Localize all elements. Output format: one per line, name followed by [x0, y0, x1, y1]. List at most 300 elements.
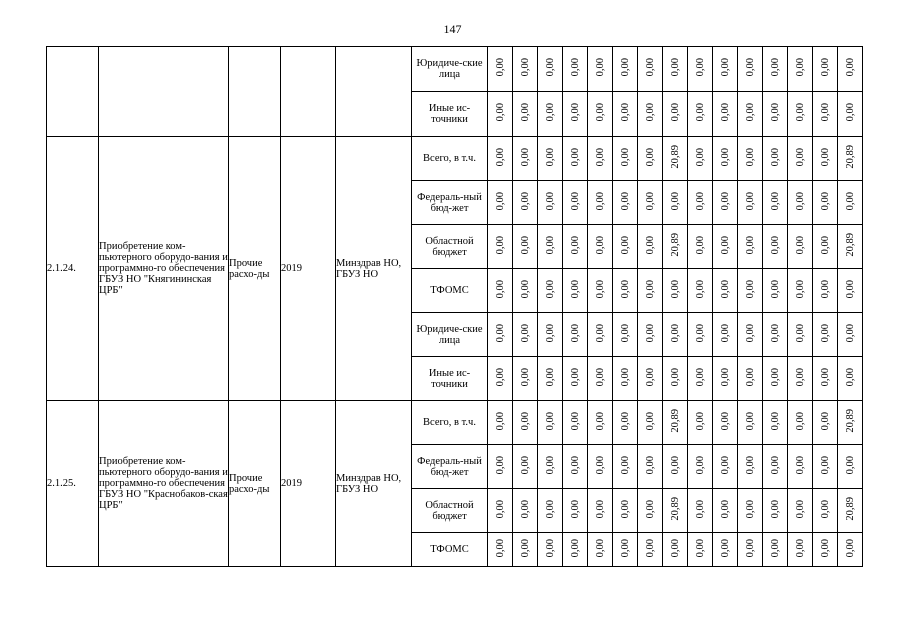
value-cell [563, 533, 588, 567]
value-cell [763, 313, 788, 357]
value-text: 0,00 [619, 103, 631, 122]
value-cell [738, 137, 763, 181]
value-cell [788, 401, 813, 445]
value-text: 0,00 [619, 279, 631, 299]
value-cell [538, 313, 563, 357]
value-text: 0,00 [494, 455, 506, 475]
value-text: 0,00 [644, 411, 656, 431]
value-cell [588, 92, 613, 137]
value-text: 0,00 [819, 455, 831, 475]
value-text: 0,00 [619, 411, 631, 431]
item-name-cell [99, 47, 229, 137]
value-text: 0,00 [569, 191, 581, 211]
value-text: 0,00 [669, 367, 681, 387]
value-text: 0,00 [544, 279, 556, 299]
value-cell [613, 533, 638, 567]
value-text: 0,00 [694, 235, 706, 255]
value-text: 0,00 [619, 58, 631, 77]
value-text: 0,00 [794, 538, 806, 558]
value-cell [563, 137, 588, 181]
value-cell [638, 489, 663, 533]
value-cell [663, 533, 688, 567]
value-cell [588, 47, 613, 92]
value-text: 0,00 [744, 367, 756, 387]
value-text: 0,00 [494, 235, 506, 255]
value-text: 0,00 [819, 367, 831, 387]
value-cell [613, 47, 638, 92]
value-cell [713, 225, 738, 269]
value-text: 0,00 [819, 147, 831, 167]
funding-source-cell: Всего, в т.ч. [412, 137, 488, 181]
value-cell [763, 92, 788, 137]
value-cell [838, 533, 863, 567]
value-text: 0,00 [519, 367, 531, 387]
value-cell [563, 269, 588, 313]
value-text: 0,00 [594, 147, 606, 167]
value-text: 0,00 [644, 235, 656, 255]
year-cell: 2019 [281, 401, 336, 567]
value-cell [588, 225, 613, 269]
value-text: 0,00 [819, 191, 831, 211]
item-number-cell: 2.1.25. [47, 401, 99, 567]
value-text: 0,00 [719, 235, 731, 255]
value-text: 0,00 [619, 323, 631, 343]
value-cell [538, 92, 563, 137]
value-cell [513, 269, 538, 313]
value-text: 0,00 [569, 147, 581, 167]
value-cell [563, 445, 588, 489]
value-cell [713, 137, 738, 181]
value-cell [488, 47, 513, 92]
value-text: 0,00 [744, 499, 756, 519]
value-text: 0,00 [494, 499, 506, 519]
item-name-cell: Приобретение ком-пьютерного оборудо-вания и программно-го обеспечения ГБУЗ НО "Краснобаков-ская ЦРБ" [99, 401, 229, 567]
value-text: 0,00 [769, 411, 781, 431]
value-cell [513, 401, 538, 445]
value-cell [663, 181, 688, 225]
value-cell [738, 269, 763, 313]
value-text: 0,00 [719, 191, 731, 211]
value-text: 0,00 [819, 279, 831, 299]
value-cell [763, 225, 788, 269]
item-number-cell: 2.1.24. [47, 137, 99, 401]
value-cell [513, 92, 538, 137]
executor-cell [336, 47, 412, 137]
value-cell [688, 137, 713, 181]
value-text: 0,00 [694, 538, 706, 558]
value-cell [613, 269, 638, 313]
value-cell [663, 225, 688, 269]
value-cell [513, 357, 538, 401]
value-text: 0,00 [669, 323, 681, 343]
value-cell [763, 357, 788, 401]
value-cell [763, 533, 788, 567]
value-cell [763, 269, 788, 313]
item-number-cell [47, 47, 99, 137]
value-text: 0,00 [594, 538, 606, 558]
value-cell [638, 269, 663, 313]
value-text: 0,00 [744, 58, 756, 77]
funding-source-cell: Федераль-ный бюд-жет [412, 445, 488, 489]
value-cell [688, 489, 713, 533]
value-cell [513, 533, 538, 567]
funding-source-cell: Всего, в т.ч. [412, 401, 488, 445]
value-text: 0,00 [519, 323, 531, 343]
value-text: 0,00 [719, 103, 731, 122]
value-cell [738, 313, 763, 357]
value-text: 0,00 [744, 147, 756, 167]
value-text: 0,00 [544, 455, 556, 475]
value-text: 0,00 [719, 499, 731, 519]
value-cell [813, 47, 838, 92]
value-cell [488, 445, 513, 489]
value-cell [838, 445, 863, 489]
value-text: 0,00 [644, 103, 656, 122]
value-cell [738, 533, 763, 567]
value-cell [788, 533, 813, 567]
value-cell [813, 137, 838, 181]
value-cell [563, 313, 588, 357]
value-cell [513, 489, 538, 533]
value-text: 0,00 [544, 499, 556, 519]
value-cell [613, 445, 638, 489]
value-cell [813, 533, 838, 567]
value-text: 0,00 [794, 147, 806, 167]
value-text: 0,00 [644, 367, 656, 387]
value-text: 0,00 [494, 411, 506, 431]
value-text: 0,00 [494, 367, 506, 387]
value-cell [563, 92, 588, 137]
value-text: 0,00 [719, 279, 731, 299]
value-cell [788, 313, 813, 357]
value-cell [713, 313, 738, 357]
value-text: 0,00 [819, 58, 831, 77]
value-text: 0,00 [619, 147, 631, 167]
value-text: 20,89 [669, 497, 681, 521]
value-cell [713, 533, 738, 567]
value-cell [538, 401, 563, 445]
value-cell [588, 489, 613, 533]
value-cell [813, 181, 838, 225]
value-cell [838, 181, 863, 225]
table-row [47, 137, 863, 181]
value-text: 0,00 [694, 411, 706, 431]
value-text: 0,00 [844, 538, 856, 558]
value-text: 0,00 [619, 455, 631, 475]
value-text: 0,00 [769, 235, 781, 255]
value-text: 0,00 [744, 411, 756, 431]
value-text: 0,00 [519, 411, 531, 431]
value-text: 0,00 [594, 103, 606, 122]
value-cell [638, 225, 663, 269]
value-text: 0,00 [544, 323, 556, 343]
value-cell [588, 357, 613, 401]
value-text: 20,89 [669, 409, 681, 433]
value-text: 0,00 [519, 499, 531, 519]
value-cell [588, 533, 613, 567]
value-cell [663, 137, 688, 181]
year-cell [281, 47, 336, 137]
value-cell [838, 137, 863, 181]
value-cell [788, 181, 813, 225]
value-cell [638, 92, 663, 137]
value-cell [488, 357, 513, 401]
value-text: 0,00 [669, 191, 681, 211]
value-cell [488, 137, 513, 181]
value-cell [838, 357, 863, 401]
value-cell [663, 445, 688, 489]
value-cell [813, 225, 838, 269]
value-text: 0,00 [594, 279, 606, 299]
value-cell [513, 137, 538, 181]
value-text: 0,00 [719, 455, 731, 475]
funding-source-cell: ТФОМС [412, 533, 488, 567]
value-cell [813, 401, 838, 445]
value-cell [838, 225, 863, 269]
value-text: 0,00 [794, 279, 806, 299]
value-text: 0,00 [494, 58, 506, 77]
value-text: 0,00 [619, 538, 631, 558]
value-text: 0,00 [769, 538, 781, 558]
value-text: 0,00 [844, 58, 856, 77]
year-cell: 2019 [281, 137, 336, 401]
value-text: 20,89 [844, 233, 856, 257]
value-cell [763, 181, 788, 225]
value-cell [638, 47, 663, 92]
value-cell [838, 313, 863, 357]
value-cell [788, 137, 813, 181]
value-cell [638, 357, 663, 401]
value-cell [563, 401, 588, 445]
value-text: 0,00 [819, 235, 831, 255]
value-cell [663, 357, 688, 401]
expense-type-cell [229, 47, 281, 137]
value-text: 0,00 [694, 323, 706, 343]
value-text: 0,00 [519, 538, 531, 558]
value-cell [588, 137, 613, 181]
value-cell [738, 401, 763, 445]
value-text: 0,00 [494, 279, 506, 299]
value-cell [588, 401, 613, 445]
value-cell [738, 489, 763, 533]
value-text: 0,00 [644, 147, 656, 167]
value-cell [538, 181, 563, 225]
value-cell [713, 47, 738, 92]
value-text: 0,00 [669, 103, 681, 122]
value-text: 0,00 [569, 103, 581, 122]
value-cell [713, 401, 738, 445]
value-text: 20,89 [669, 233, 681, 257]
value-text: 0,00 [719, 538, 731, 558]
value-text: 0,00 [519, 279, 531, 299]
value-cell [838, 92, 863, 137]
value-cell [838, 269, 863, 313]
value-cell [813, 269, 838, 313]
value-text: 0,00 [544, 538, 556, 558]
value-text: 0,00 [769, 103, 781, 122]
value-cell [738, 181, 763, 225]
funding-source-cell: Иные ис-точники [412, 357, 488, 401]
budget-table-body [47, 47, 863, 567]
value-text: 0,00 [694, 367, 706, 387]
value-text: 0,00 [619, 191, 631, 211]
expense-type-cell: Прочие расхо-ды [229, 401, 281, 567]
value-cell [813, 313, 838, 357]
value-text: 0,00 [744, 191, 756, 211]
value-cell [563, 181, 588, 225]
value-text: 0,00 [519, 58, 531, 77]
value-cell [488, 313, 513, 357]
value-text: 0,00 [719, 58, 731, 77]
value-text: 0,00 [594, 191, 606, 211]
value-cell [513, 445, 538, 489]
value-cell [688, 533, 713, 567]
value-cell [588, 269, 613, 313]
value-cell [663, 269, 688, 313]
value-cell [688, 47, 713, 92]
value-text: 0,00 [644, 323, 656, 343]
value-cell [488, 401, 513, 445]
value-cell [738, 445, 763, 489]
value-text: 0,00 [794, 191, 806, 211]
value-cell [538, 225, 563, 269]
value-text: 0,00 [719, 411, 731, 431]
value-text: 0,00 [794, 499, 806, 519]
value-cell [638, 137, 663, 181]
value-text: 0,00 [694, 499, 706, 519]
value-text: 0,00 [669, 538, 681, 558]
value-text: 0,00 [844, 323, 856, 343]
value-text: 0,00 [619, 499, 631, 519]
value-text: 0,00 [594, 235, 606, 255]
table-row [47, 47, 863, 92]
value-text: 0,00 [519, 455, 531, 475]
value-cell [488, 533, 513, 567]
value-cell [663, 313, 688, 357]
value-text: 0,00 [819, 411, 831, 431]
value-text: 0,00 [769, 455, 781, 475]
value-text: 0,00 [744, 323, 756, 343]
value-cell [688, 401, 713, 445]
value-text: 0,00 [569, 323, 581, 343]
value-text: 0,00 [619, 367, 631, 387]
value-cell [488, 489, 513, 533]
value-text: 0,00 [819, 103, 831, 122]
value-cell [663, 489, 688, 533]
value-text: 0,00 [819, 499, 831, 519]
funding-source-cell: ТФОМС [412, 269, 488, 313]
value-text: 0,00 [794, 235, 806, 255]
value-cell [788, 92, 813, 137]
value-cell [563, 225, 588, 269]
value-cell [538, 47, 563, 92]
value-text: 0,00 [769, 191, 781, 211]
value-text: 0,00 [719, 147, 731, 167]
value-cell [513, 313, 538, 357]
value-text: 0,00 [844, 367, 856, 387]
value-text: 0,00 [544, 103, 556, 122]
value-text: 20,89 [844, 145, 856, 169]
value-cell [638, 181, 663, 225]
table-row [47, 401, 863, 445]
value-text: 0,00 [594, 323, 606, 343]
value-text: 0,00 [569, 499, 581, 519]
value-cell [588, 445, 613, 489]
expense-type-cell: Прочие расхо-ды [229, 137, 281, 401]
value-text: 0,00 [719, 323, 731, 343]
value-cell [713, 92, 738, 137]
value-text: 0,00 [544, 235, 556, 255]
value-cell [613, 137, 638, 181]
value-text: 0,00 [644, 455, 656, 475]
funding-source-cell: Юридиче-ские лица [412, 47, 488, 92]
value-cell [613, 313, 638, 357]
value-text: 0,00 [519, 103, 531, 122]
value-text: 20,89 [844, 409, 856, 433]
value-cell [663, 47, 688, 92]
value-cell [563, 47, 588, 92]
value-text: 0,00 [794, 323, 806, 343]
value-text: 0,00 [594, 499, 606, 519]
value-cell [538, 137, 563, 181]
value-cell [663, 92, 688, 137]
value-text: 0,00 [819, 538, 831, 558]
value-text: 0,00 [569, 235, 581, 255]
value-cell [738, 47, 763, 92]
value-cell [538, 445, 563, 489]
item-name-cell: Приобретение ком-пьютерного оборудо-вания и программно-го обеспечения ГБУЗ НО "Княгининская ЦРБ" [99, 137, 229, 401]
value-cell [788, 357, 813, 401]
value-text: 0,00 [519, 147, 531, 167]
value-cell [613, 401, 638, 445]
value-cell [738, 225, 763, 269]
value-text: 0,00 [794, 103, 806, 122]
value-cell [488, 181, 513, 225]
value-cell [788, 269, 813, 313]
value-cell [588, 313, 613, 357]
value-cell [638, 313, 663, 357]
value-text: 0,00 [769, 499, 781, 519]
value-cell [613, 357, 638, 401]
value-cell [738, 92, 763, 137]
value-cell [813, 92, 838, 137]
value-text: 0,00 [769, 279, 781, 299]
value-text: 0,00 [744, 279, 756, 299]
value-cell [638, 533, 663, 567]
value-text: 0,00 [694, 103, 706, 122]
value-cell [713, 445, 738, 489]
value-text: 0,00 [519, 235, 531, 255]
value-text: 0,00 [744, 455, 756, 475]
value-text: 20,89 [844, 497, 856, 521]
value-text: 0,00 [544, 411, 556, 431]
value-cell [538, 533, 563, 567]
executor-cell: Минздрав НО, ГБУЗ НО [336, 137, 412, 401]
funding-source-cell: Иные ис-точники [412, 92, 488, 137]
page-number: 147 [443, 22, 462, 36]
value-cell [688, 92, 713, 137]
value-text: 0,00 [494, 538, 506, 558]
value-cell [688, 357, 713, 401]
value-cell [688, 269, 713, 313]
value-text: 0,00 [744, 538, 756, 558]
value-text: 0,00 [744, 103, 756, 122]
value-text: 0,00 [644, 538, 656, 558]
funding-source-cell: Федераль-ный бюд-жет [412, 181, 488, 225]
value-text: 0,00 [544, 367, 556, 387]
value-text: 0,00 [694, 191, 706, 211]
value-text: 0,00 [494, 323, 506, 343]
